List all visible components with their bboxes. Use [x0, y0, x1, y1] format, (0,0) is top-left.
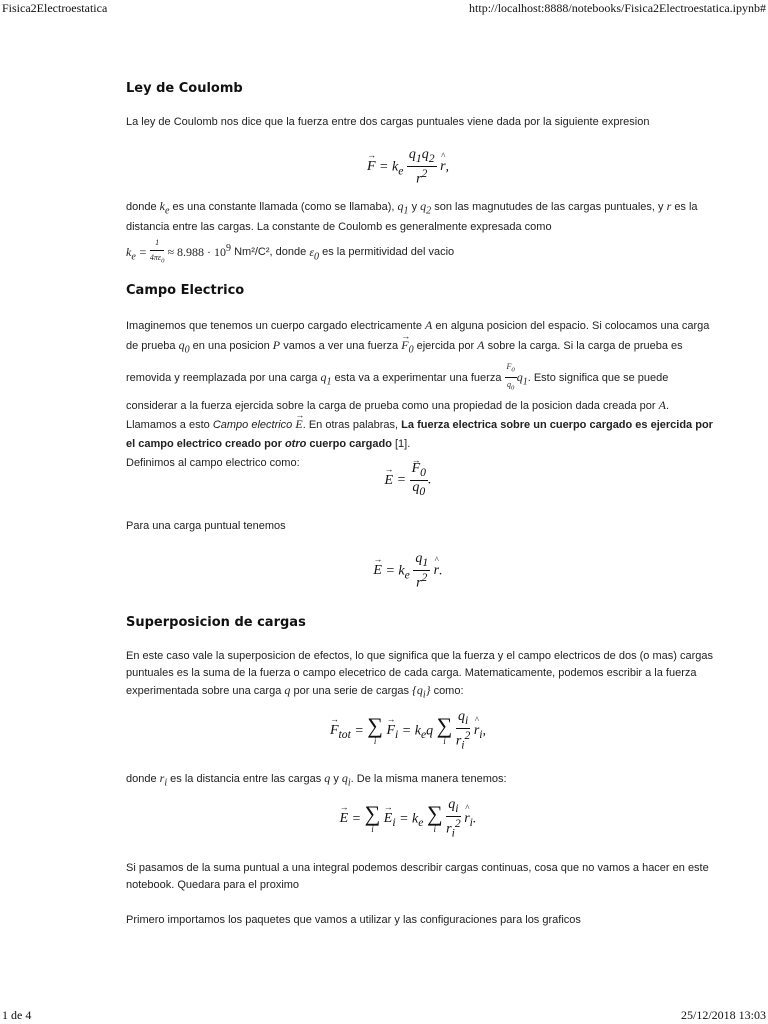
text-fragment: ejercida por [416, 339, 475, 352]
heading-ley-de-coulomb: Ley de Coulomb [126, 81, 243, 96]
equation-campo-definicion: → E = → $\frac{F_0}{q_0}$ . [88, 462, 728, 499]
superposicion-paragraph-2: donde $r_i$ es la distancia entre las cargas q y $q_i$. De la misma manera tenemos: [126, 771, 507, 789]
text-fragment: donde [126, 201, 157, 213]
heading-campo-electrico: Campo Electrico [126, 283, 245, 298]
text-fragment: son las magnutudes de las cargas puntuales, y [434, 201, 664, 213]
citation-link[interactable]: [1]. [395, 437, 411, 450]
equation-coulomb-force: → $F = k_e$ $\frac{q_1q_2}{r^2}$ ^ r, [88, 148, 728, 186]
text-fragment: como: [433, 685, 464, 697]
text-fragment: y [333, 773, 339, 785]
text-fragment: y [411, 201, 418, 213]
text-fragment: Campo electrico [212, 419, 293, 432]
coulomb-intro-text: La ley de Coulomb nos dice que la fuerza entre dos cargas puntuales viene dada por la siguiente expresion [126, 116, 650, 128]
text-fragment: esta va a experimentar una fuerza [334, 371, 502, 384]
text-fragment: Nm²/C², donde [234, 246, 307, 259]
text-fragment: Definimos al campo electrico como: [126, 456, 300, 469]
text-fragment: . De la misma manera tenemos: [350, 773, 507, 785]
superposicion-text-3: Si pasamos de la suma puntual a una integral podemos describir cargas continuas, cosa que no vamos a hacer en este notebook. Quedara para el proximo [126, 862, 709, 891]
superposicion-paragraph-3 [126, 860, 716, 894]
text-fragment: . En otras palabras, [302, 419, 399, 432]
equation-campo-puntual: → $E = k_e$ $\frac{q_1}{r^2}$ ^ r. [88, 552, 728, 590]
text-fragment-bold: La fuerza electrica sobre un cuerpo cargado es ejercida por el campo electrico creado por [126, 419, 713, 450]
page-header-title: Fisica2Electroestatica [2, 1, 108, 15]
text-fragment: En este caso vale la superposicion de efectos, lo que significa que la fuerza y el campo electricos de dos (o mas) cargas puntuales es la suma de la fuerza o campo elecetrico de cada carga. Matematicamente, podemos escribir a la fuerza experimentada sobre una carga [126, 650, 713, 697]
text-fragment: es una constante llamada (como se llamaba), [172, 201, 395, 213]
superposicion-paragraph-4 [126, 912, 716, 929]
text-fragment: es la distancia entre las cargas [170, 773, 322, 785]
page-footer-number: 1 de 4 [2, 1008, 32, 1022]
campo-paragraph: Imaginemos que tenemos un cuerpo cargado electricamente A en alguna posicion del espacio. Si colocamos una carga de prueba $q_0$ en una posicion P vamos a ver una fuerza → $F_0$ ejercida por A sobre la carga. Si la carga de prueba es removida y reemplazada por una carga $q_1$ esta va a experimentar una fuerza $\frac{F_0}{q_0}$ $q_1$. Esto significa que se puede considerar a la fuerza ejercida sobre la carga de prueba como una propiedad de la posicion dada creada por A. Llamamos a esto Campo electrico → E. En otras palabras, La fuerza electrica sobre un cuerpo cargado es ejercida por el campo electrico creado por otro cuerpo cargado [1]. Definimos al campo electrico como: [126, 316, 716, 472]
text-fragment: ≈ 8.988 · 10 [167, 244, 227, 259]
campo-puntual [126, 518, 716, 535]
superposicion-paragraph-1: En este caso vale la superposicion de efectos, lo que significa que la fuerza y el campo electricos de dos (o mas) cargas puntuales es la suma de la fuerza o campo elecetrico de cada carga. Matematicamente, podemos escribir a la fuerza experimentada sobre una carga q por una serie de cargas $\{q_i\}$ como: [126, 650, 713, 701]
text-fragment: . Llamamos a esto [126, 399, 670, 432]
section-campo [126, 282, 716, 299]
section-coulomb [126, 80, 716, 97]
heading-superposicion: Superposicion de cargas [126, 615, 306, 630]
text-fragment: . Esto significa que se puede considerar a la fuerza ejercida sobre la carga de prueba como una propiedad de la posicion dada creada por [126, 371, 669, 412]
equation-superposicion-campo: → E = ∑ i → $E_i = k_e$ ∑ i $\frac{q_i}{r_i^2}$ ^ $r_i$. [88, 798, 728, 840]
text-fragment: por una serie de cargas [293, 685, 410, 697]
text-fragment: sobre la carga. Si la carga de prueba es removida y reemplazada por una carga [126, 339, 683, 384]
coulomb-intro [126, 114, 716, 131]
superposicion-text-4: Primero importamos los paquetes que vamos a utilizar y las configuraciones para los graficos [126, 914, 581, 926]
page-header-url[interactable]: http://localhost:8888/notebooks/Fisica2Electroestatica.ipynb# [469, 1, 766, 15]
text-fragment: donde [126, 773, 157, 785]
campo-puntual-text: Para una carga puntual tenemos [126, 520, 286, 532]
text-fragment: es la permitividad del vacio [322, 246, 455, 259]
section-superposicion [126, 614, 716, 631]
page-footer-datetime: 25/12/2018 13:03 [680, 1008, 766, 1022]
text-fragment-bold: cuerpo cargado [309, 437, 392, 450]
coulomb-explanation: donde $k_e$ es una constante llamada (como se llamaba), $q_1$ y $q_2$ son las magnutudes de las cargas puntuales, y r es la distancia entre las cargas. La constante de Coulomb es generalmente expresada como $k_e$ = $\frac{1}{4\pi\varepsilon_0}$ ≈ $8.988 \cdot 10^9$ Nm²/C², donde $\varepsilon_0$ es la permitividad del vacio [126, 199, 698, 265]
text-fragment: es la distancia entre las cargas. La constante de Coulomb es generalmente expresada como [126, 201, 698, 234]
text-fragment: en una posicion [192, 339, 270, 352]
text-fragment-bold-italic: otro [284, 437, 307, 450]
text-fragment: Imaginemos que tenemos un cuerpo cargado electricamente [126, 320, 422, 332]
text-fragment: en alguna posicion del espacio. Si colocamos una carga de prueba [126, 320, 710, 352]
equation-superposicion-fuerza: → $F_{tot}$ = ∑ i → $F_i = k_eq$ ∑ i $\frac{q_i}{r_i^2}$ ^ $r_i$, [88, 710, 728, 752]
text-fragment: vamos a ver una fuerza [283, 339, 399, 352]
